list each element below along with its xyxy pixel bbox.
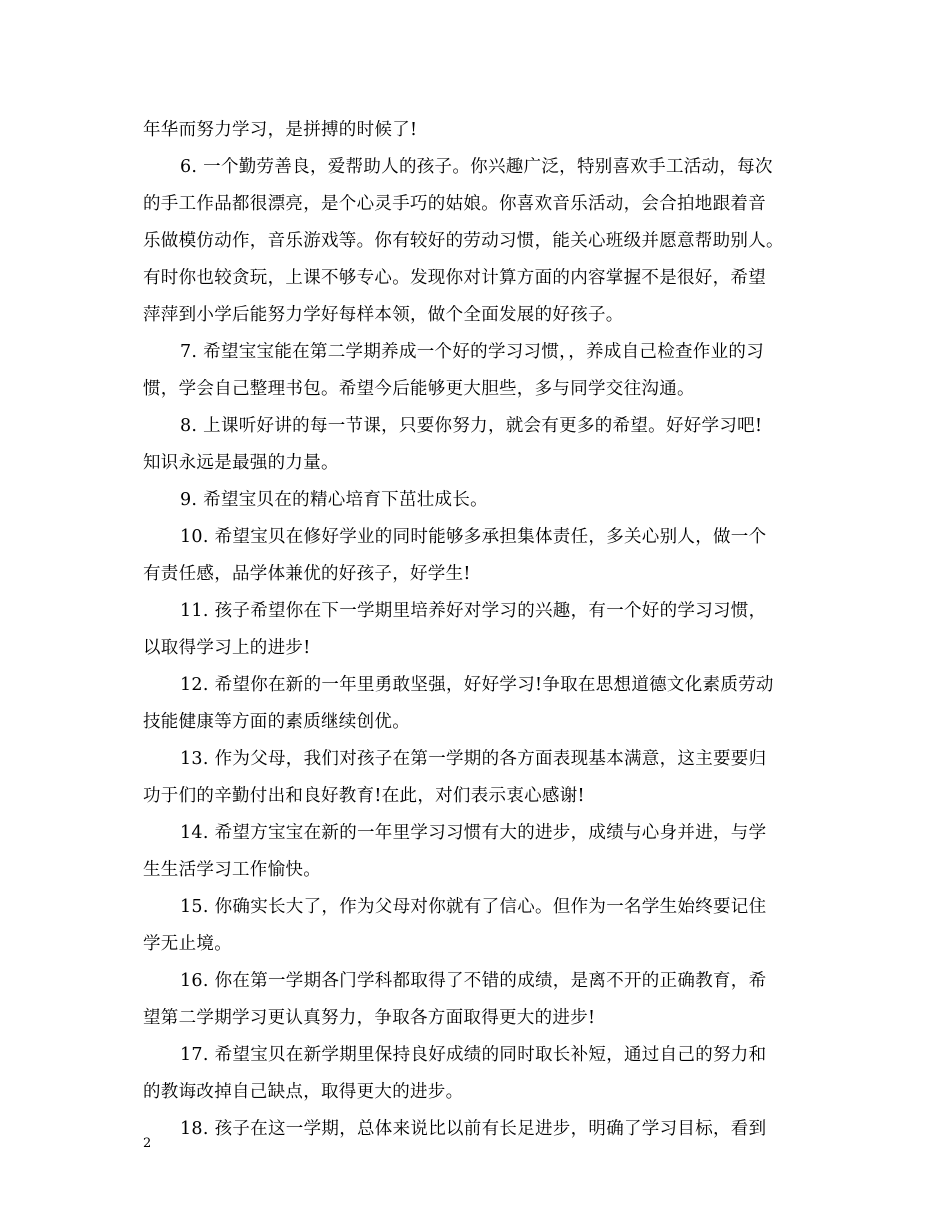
text-line: 有时你也较贪玩，上课不够专心。发现你对计算方面的内容掌握不是很好，希望 bbox=[143, 268, 766, 288]
text-line: 萍萍到小学后能努力学好每样本领，做个全面发展的好孩子。 bbox=[143, 305, 624, 325]
text-line: 11. 孩子希望你在下一学期里培养好对学习的兴趣，有一个好的学习习惯， bbox=[180, 601, 767, 621]
text-line: 10. 希望宝贝在修好学业的同时能够多承担集体责任，多关心别人，做一个 bbox=[180, 527, 767, 547]
text-line: 16. 你在第一学期各门学科都取得了不错的成绩，是离不开的正确教育，希 bbox=[180, 971, 767, 991]
text-line: 技能健康等方面的素质继续创优。 bbox=[143, 712, 410, 732]
text-line: 6. 一个勤劳善良，爱帮助人的孩子。你兴趣广泛，特别喜欢手工活动，每次 bbox=[180, 157, 773, 177]
text-line: 8. 上课听好讲的每一节课，只要你努力，就会有更多的希望。好好学习吧! bbox=[180, 416, 763, 436]
text-line: 14. 希望方宝宝在新的一年里学习习惯有大的进步，成绩与心身并进，与学 bbox=[180, 823, 767, 843]
text-line: 惯，学会自己整理书包。希望今后能够更大胆些，多与同学交往沟通。 bbox=[143, 379, 695, 399]
text-line: 15. 你确实长大了，作为父母对你就有了信心。但作为一名学生始终要记住 bbox=[180, 897, 767, 917]
text-line: 的教诲改掉自己缺点，取得更大的进步。 bbox=[143, 1082, 464, 1102]
page-number: 2 bbox=[143, 1136, 152, 1151]
text-line: 7. 希望宝宝能在第二学期养成一个好的学习习惯，，养成自己检查作业的习 bbox=[180, 342, 765, 362]
text-line: 以取得学习上的进步! bbox=[143, 638, 311, 658]
document-body bbox=[143, 112, 813, 1148]
text-line: 生生活学习工作愉快。 bbox=[143, 860, 321, 880]
text-line: 12. 希望你在新的一年里勇敢坚强，好好学习!争取在思想道德文化素质劳动 bbox=[180, 675, 774, 695]
text-line: 有责任感，品学体兼优的好孩子，好学生! bbox=[143, 564, 471, 584]
text-line: 知识永远是最强的力量。 bbox=[143, 453, 339, 473]
text-line: 学无止境。 bbox=[143, 934, 232, 954]
text-line: 年华而努力学习，是拼搏的时候了! bbox=[143, 120, 418, 140]
text-line: 17. 希望宝贝在新学期里保持良好成绩的同时取长补短，通过自己的努力和 bbox=[180, 1045, 767, 1065]
text-line: 望第二学期学习更认真努力，争取各方面取得更大的进步! bbox=[143, 1008, 596, 1028]
text-line: 13. 作为父母，我们对孩子在第一学期的各方面表现基本满意，这主要要归 bbox=[180, 749, 767, 769]
text-line: 乐做模仿动作，音乐游戏等。你有较好的劳动习惯，能关心班级并愿意帮助别人。 bbox=[143, 231, 784, 251]
text-line: 9. 希望宝贝在的精心培育下茁壮成长。 bbox=[180, 490, 488, 510]
text-line: 的手工作品都很漂亮，是个心灵手巧的姑娘。你喜欢音乐活动，会合拍地跟着音 bbox=[143, 194, 766, 214]
text-line: 18. 孩子在这一学期，总体来说比以前有长足进步，明确了学习目标，看到 bbox=[180, 1119, 767, 1139]
text-line: 功于们的辛勤付出和良好教育!在此，对们表示衷心感谢! bbox=[143, 786, 585, 806]
